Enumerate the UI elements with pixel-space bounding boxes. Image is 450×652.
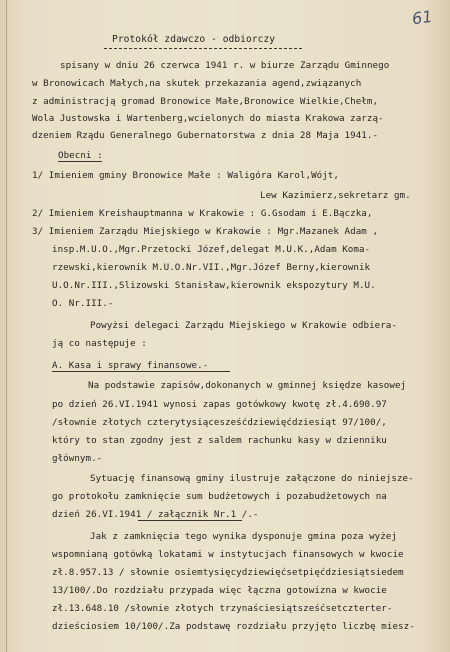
text-line-31: dzieściosiem 10/100/.Za podstawę rozdziału przyjęto liczbę miesz- [52,621,415,632]
text-line-10: 3/ Imieniem Zarządu Miejskiego w Krakowie : Mgr.Mazanek Adam , [32,226,379,237]
text-line-14: O. Nr.III.- [52,298,114,309]
text-line-29: 13/100/.Do rozdziału przypada więc łączna gotowizna w kwocie [52,585,387,596]
text-line-8: Lew Kazimierz,sekretarz gm. [260,190,411,201]
text-line-24: go protokołu zamknięcie sum budżetowych i pozabudżetowych na [52,491,387,502]
text-line-18: Na podstawie zapisów,dokonanych w gminnej księdze kasowej [88,380,407,391]
text-line-30: zł.13.648.10 /słownie złotych trzynaściesiątsześćsetczterter- [52,603,393,614]
attachment-underline [138,520,242,521]
text-line-23: Sytuację finansową gminy ilustruje załączone do niniejsze- [90,473,414,484]
text-line-3: z administracją gromad Bronowice Małe,Bronowice Wielkie,Chełm, [32,96,379,107]
title-dashed-rule [104,48,302,49]
text-line-4: Wola Justowska i Wartenberg,wcielonych do miasta Krakowa zarzą- [32,113,384,124]
text-line-11: insp.M.U.O.,Mgr.Przetocki Józef,delegat M.U.K.,Adam Koma- [52,244,371,255]
text-line-15: Powyżsi delegaci Zarządu Miejskiego w Krakowie odbiera- [90,320,397,331]
text-line-5: dzeniem Rządu Generalnego Gubernatorstwa z dnia 28 Maja 1941.- [32,130,379,141]
text-line-21: który to stan zgodny jest z saldem rachunku kasy w dzienniku [52,435,387,446]
document-title: Protokół zdawczo - odbiorczy [112,34,276,45]
text-line-2: w Bronowicach Małych,na skutek przekazania agend,związanych [32,78,362,89]
text-line-26: Jak z zamknięcia tego wynika dysponuje gmina poza wyżej [90,531,397,542]
present-heading: Obecni : [58,150,103,161]
folio-number: 61 [410,6,434,29]
text-line-9: 2/ Imieniem Kreishauptmanna w Krakowie : G.Gsodam i E.Bączka, [32,208,373,219]
text-line-20: /słownie złotych czterytysiącesześćdziewięćdziesiąt 97/100/, [52,417,387,428]
binding-edge [6,0,7,652]
section-a-underline [52,371,230,372]
section-a-heading: A. Kasa i sprawy finansowe.- [52,360,209,371]
text-line-27: wspomnianą gotówką lokatami w instytucjach finansowych w kwocie [52,549,404,560]
text-line-7: 1/ Imieniem gminy Bronowice Małe : Waligóra Karol,Wójt, [32,170,339,181]
text-line-13: U.O.Nr.III.,Slizowski Stanisław,kierownik ekspozytury M.U. [52,280,376,291]
text-line-28: zł.8.957.13 / słownie osiemtysięcydziewięćsetpięćdziesiątsiedem [52,567,404,578]
text-line-16: ją co następuje : [52,338,147,349]
text-line-22: głównym.- [52,453,103,464]
text-line-12: rzewski,kierownik M.U.O.Nr.VII.,Mgr.Józef Berny,kierownik [52,262,371,273]
present-heading-underline [58,161,102,162]
text-line-19: po dzień 26.VI.1941 wynosi zapas gotówkowy kwotę zł.4.690.97 [52,399,387,410]
text-line-1: spisany w dniu 26 czerwca 1941 r. w biurze Zarządu Gminnego [60,60,390,71]
text-line-25: dzień 26.VI.1941 / załącznik Nr.1 /.- [52,509,259,520]
